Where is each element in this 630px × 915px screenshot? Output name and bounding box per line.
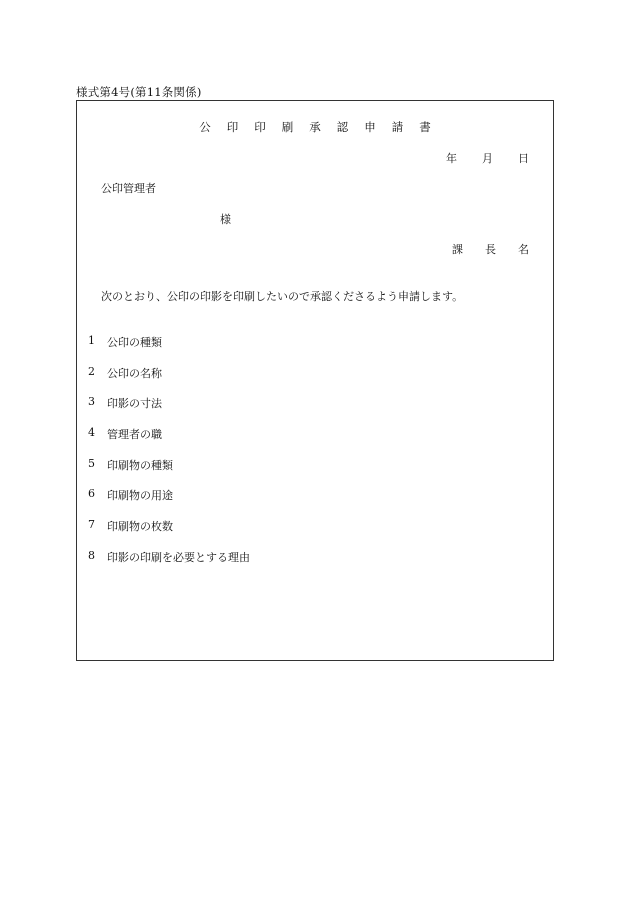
date-line bbox=[445, 150, 529, 166]
item-number: 4 bbox=[88, 426, 95, 440]
request-statement: 次のとおり、公印の印影を印刷したいので承認くださるよう申請します。 bbox=[101, 290, 464, 303]
item-number: 1 bbox=[88, 334, 95, 347]
item-label: 印影の印刷を必要とする理由 bbox=[107, 550, 250, 564]
item-label: 印影の寸法 bbox=[107, 397, 162, 411]
item-label: 印刷物の種類 bbox=[107, 458, 173, 472]
item-label: 印刷物の用途 bbox=[107, 489, 173, 503]
honorific: 様 bbox=[220, 213, 231, 226]
item-label: 印刷物の枚数 bbox=[107, 520, 173, 534]
item-number: 3 bbox=[88, 395, 95, 409]
list-item bbox=[88, 487, 250, 518]
list-item bbox=[88, 518, 250, 549]
form-number: 様式第4号(第11条関係) bbox=[76, 85, 202, 99]
item-number: 6 bbox=[88, 487, 95, 501]
list-item bbox=[88, 365, 250, 396]
application-form bbox=[76, 100, 554, 661]
item-number: 7 bbox=[88, 518, 95, 532]
form-title: 公印印刷承認申請書 bbox=[199, 120, 447, 134]
date-day-label: 日 bbox=[518, 152, 529, 165]
item-label: 公印の名称 bbox=[107, 366, 162, 380]
list-item bbox=[88, 426, 250, 457]
list-item bbox=[88, 334, 250, 365]
item-number: 5 bbox=[88, 456, 95, 470]
item-number: 8 bbox=[88, 548, 95, 562]
list-item bbox=[88, 457, 250, 488]
sender-signature: 課長名 bbox=[452, 243, 551, 256]
addressee: 公印管理者 bbox=[101, 182, 156, 195]
date-month-label: 月 bbox=[482, 152, 493, 165]
item-label: 公印の種類 bbox=[107, 336, 162, 349]
list-item bbox=[88, 549, 250, 580]
list-item bbox=[88, 395, 250, 426]
date-year-label: 年 bbox=[446, 152, 457, 165]
item-list bbox=[88, 334, 250, 580]
item-number: 2 bbox=[88, 364, 95, 378]
item-label: 管理者の職 bbox=[107, 428, 162, 442]
